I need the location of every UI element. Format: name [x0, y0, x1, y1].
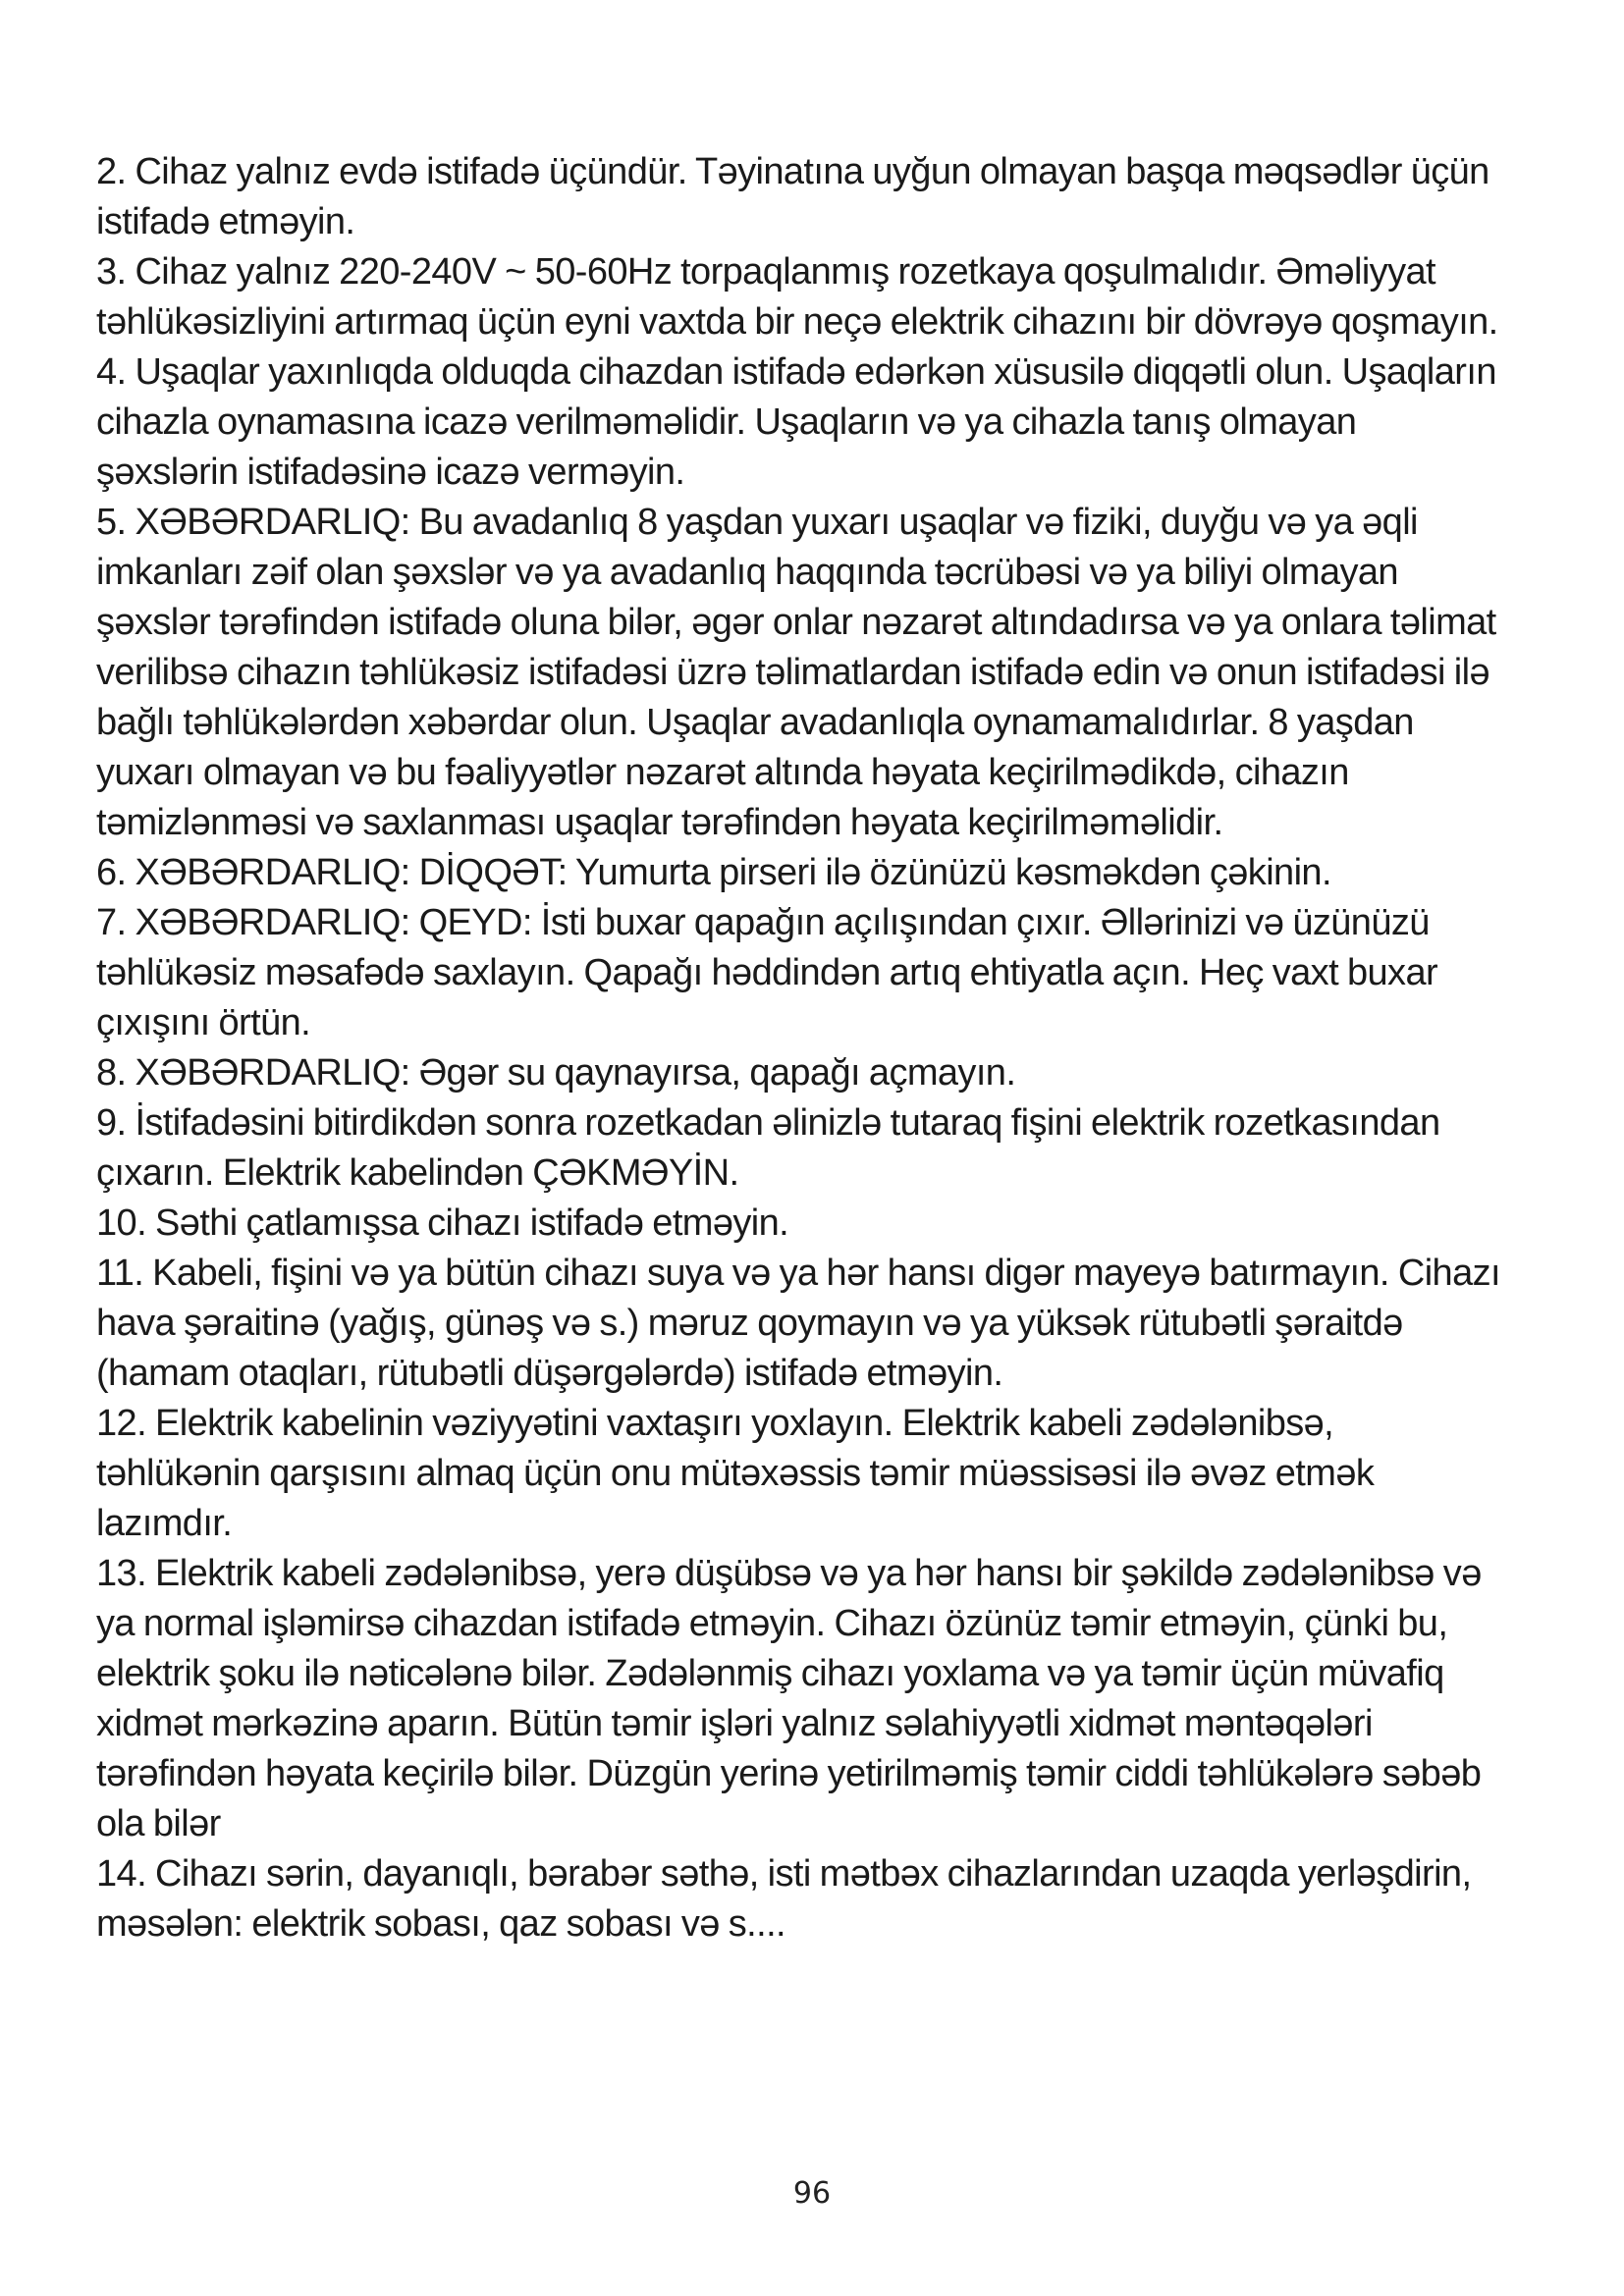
- instruction-item-3: 3. Cihaz yalnız 220-240V ~ 50-60Hz torpaqlanmış rozetkaya qoşulmalıdır. Əməliyyat təhlükəsizliyini artırmaq üçün eyni vaxtda bir neçə elektrik cihazını bir dövrəyə qoşmayın.: [96, 251, 1498, 343]
- instruction-item-12: 12. Elektrik kabelinin vəziyyətini vaxtaşırı yoxlayın. Elektrik kabeli zədələnibsə, təhlükənin qarşısını almaq üçün onu mütəxəssis təmir müəssisəsi ilə əvəz etmək lazımdır.: [96, 1403, 1375, 1544]
- instruction-item-13: 13. Elektrik kabeli zədələnibsə, yerə düşübsə və ya hər hansı bir şəkildə zədələnibsə və ya normal işləmirsə cihazdan istifadə etməyin. Cihazı özünüz təmir etməyin, çünki bu, elektrik şoku ilə nəticələnə bilər. Zədələnmiş cihazı yoxlama və ya təmir üçün müvafiq xidmət mərkəzinə aparın. Bütün təmir işləri yalnız səlahiyyətli xidmət məntəqələri tərəfindən həyata keçirilə bilər. Düzgün yerinə yetirilməmiş təmir ciddi təhlükələrə səbəb ola bilər: [96, 1553, 1482, 1844]
- instructions-body: [96, 147, 1500, 1949]
- instruction-item-2: 2. Cihaz yalnız evdə istifadə üçündür. Təyinatına uyğun olmayan başqa məqsədlər üçün istifadə etməyin.: [96, 151, 1489, 242]
- instruction-item-8: 8. XƏBƏRDARLIQ: Əgər su qaynayırsa, qapağı açmayın.: [96, 1052, 1016, 1094]
- instruction-item-4: 4. Uşaqlar yaxınlıqda olduqda cihazdan istifadə edərkən xüsusilə diqqətli olun. Uşaqların cihazla oynamasına icazə verilməməlidir. Uşaqların və ya cihazla tanış olmayan şəxslərin istifadəsinə icazə verməyin.: [96, 351, 1496, 493]
- instruction-item-6: 6. XƏBƏRDARLIQ: DİQQƏT: Yumurta pirseri ilə özünüzü kəsməkdən çəkinin.: [96, 852, 1331, 893]
- instruction-item-7: 7. XƏBƏRDARLIQ: QEYD: İsti buxar qapağın açılışından çıxır. Əllərinizi və üzünüzü təhlükəsiz məsafədə saxlayın. Qapağı həddindən artıq ehtiyatla açın. Heç vaxt buxar çıxışını örtün.: [96, 902, 1438, 1043]
- page-number: 96: [792, 2176, 832, 2211]
- instruction-item-11: 11. Kabeli, fişini və ya bütün cihazı suya və ya hər hansı digər mayeyə batırmayın. Cihazı hava şəraitinə (yağış, günəş və s.) məruz qoymayın və ya yüksək rütubətli şəraitdə (hamam otaqları, rütubətli düşərgələrdə) istifadə etməyin.: [96, 1253, 1500, 1394]
- instruction-item-14: 14. Cihazı sərin, dayanıqlı, bərabər səthə, isti mətbəx cihazlarından uzaqda yerləşdirin, məsələn: elektrik sobası, qaz sobası və s....: [96, 1853, 1472, 1945]
- instruction-item-9: 9. İstifadəsini bitirdikdən sonra rozetkadan əlinizlə tutaraq fişini elektrik rozetkasından çıxarın. Elektrik kabelindən ÇƏKMƏYİN.: [96, 1102, 1440, 1194]
- instruction-item-10: 10. Səthi çatlamışsa cihazı istifadə etməyin.: [96, 1202, 789, 1244]
- instruction-item-5: 5. XƏBƏRDARLIQ: Bu avadanlıq 8 yaşdan yuxarı uşaqlar və fiziki, duyğu və ya əqli imkanları zəif olan şəxslər və ya avadanlıq haqqında təcrübəsi və ya biliyi olmayan şəxslər tərəfindən istifadə oluna bilər, əgər onlar nəzarət altındadırsa və ya onlara təlimat verilibsə cihazın təhlükəsiz istifadəsi üzrə təlimatlardan istifadə edin və onun istifadəsi ilə bağlı təhlükələrdən xəbərdar olun. Uşaqlar avadanlıqla oynamamalıdırlar. 8 yaşdan yuxarı olmayan və bu fəaliyyətlər nəzarət altında həyata keçirilmədikdə, cihazın təmizlənməsi və saxlanması uşaqlar tərəfindən həyata keçirilməməlidir.: [96, 502, 1496, 843]
